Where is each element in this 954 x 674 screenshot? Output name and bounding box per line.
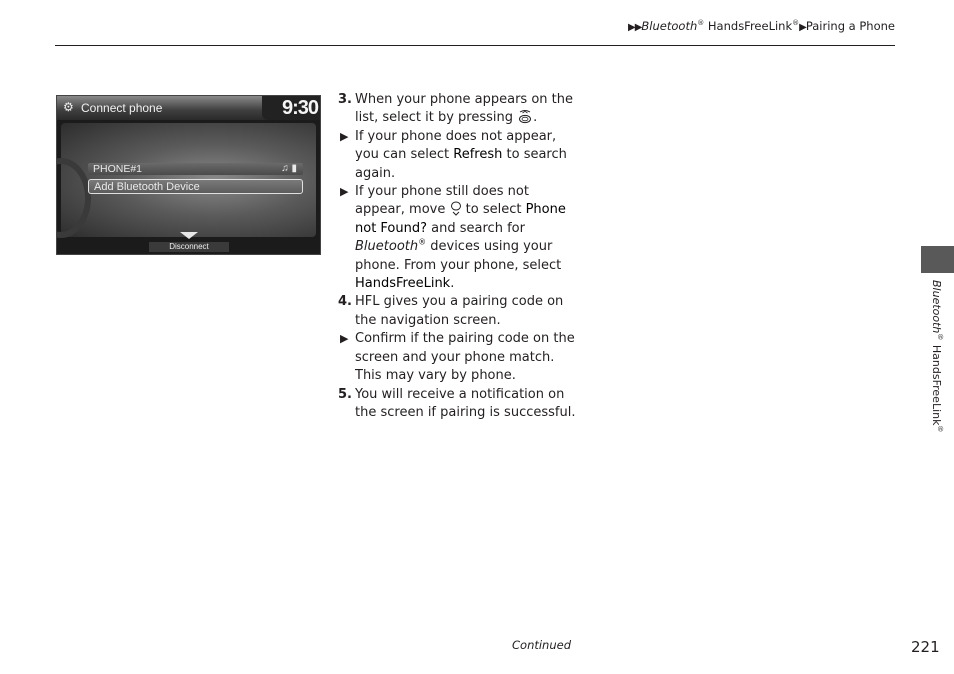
- connect-phone-screen: [56, 95, 321, 255]
- step-text: HFL gives you a pairing code on the navigation screen.: [355, 294, 564, 328]
- note-text: and search for: [431, 220, 525, 236]
- step-text: When your phone appears on the list, select it by pressing: [355, 92, 573, 126]
- handsfreelink-option-label: HandsFreeLink: [355, 276, 451, 292]
- breadcrumb-main: HandsFreeLink: [704, 19, 793, 33]
- note-text: .: [450, 276, 455, 292]
- move-down-icon: [450, 201, 462, 216]
- step-number: 4.: [338, 294, 352, 310]
- note-text: Confirm if the pairing code on the screen and your phone match. This may vary by phone.: [355, 331, 575, 384]
- breadcrumb: [628, 19, 895, 33]
- phone-battery-icon: ▮: [291, 163, 297, 174]
- screen-clock: 9:30: [281, 97, 318, 119]
- phone-not-found-option-label: Phone not Found?: [355, 202, 566, 236]
- continued-label: Continued: [512, 638, 572, 652]
- settings-gear-icon: ⚙: [63, 100, 74, 114]
- registered-mark: ®: [697, 19, 705, 28]
- registered-mark: ®: [792, 19, 800, 28]
- note-arrow-icon: ▶: [340, 185, 349, 199]
- dial-arc: [56, 158, 91, 238]
- screen-title: Connect phone: [81, 101, 163, 115]
- page-number: 221: [911, 638, 940, 656]
- side-main: HandsFreeLink: [930, 341, 943, 426]
- note-text: If your phone still does not appear, move: [355, 184, 529, 218]
- add-device-label: Add Bluetooth Device: [94, 181, 200, 193]
- refresh-option-label: Refresh: [453, 147, 503, 163]
- chevron-down-icon: [180, 232, 198, 239]
- side-brand: Bluetooth: [930, 280, 943, 334]
- bluetooth-brand: Bluetooth: [355, 239, 419, 255]
- note-arrow-icon: ▶: [340, 129, 349, 143]
- breadcrumb-brand: Bluetooth: [641, 19, 698, 33]
- side-section-label: [927, 280, 943, 445]
- registered-mark: ®: [936, 333, 945, 342]
- step-number: 5.: [338, 386, 352, 402]
- registered-mark: ®: [936, 425, 945, 434]
- phone-list-item[interactable]: [88, 163, 303, 175]
- arrow-icon: ▶: [799, 22, 806, 33]
- step-5: [338, 386, 578, 423]
- note-text: to select: [465, 202, 522, 218]
- step-3-note-2: [338, 183, 578, 293]
- step-3: [338, 91, 578, 128]
- step-4-note-1: [338, 330, 578, 385]
- step-text: You will receive a notification on the screen if pairing is successful.: [355, 386, 576, 420]
- header-rule: [55, 45, 895, 46]
- registered-mark: ®: [418, 237, 427, 247]
- step-4: [338, 293, 578, 330]
- add-bluetooth-device-item[interactable]: [88, 179, 303, 194]
- section-tab-marker: [921, 246, 954, 273]
- double-arrow-icon: ▶▶: [628, 22, 642, 33]
- music-note-icon: ♫: [281, 163, 289, 174]
- instruction-steps: [338, 91, 578, 422]
- disconnect-button[interactable]: Disconnect: [149, 242, 229, 252]
- breadcrumb-section: Pairing a Phone: [805, 19, 895, 33]
- note-text: to search again.: [355, 147, 567, 181]
- step-3-note-1: [338, 128, 578, 183]
- phone-list-item-label: PHONE#1: [93, 163, 143, 175]
- note-arrow-icon: ▶: [340, 332, 349, 346]
- press-knob-icon: [517, 109, 533, 124]
- step-number: 3.: [338, 92, 352, 107]
- step-text: .: [533, 110, 538, 126]
- note-text: If your phone does not appear, you can select: [355, 128, 557, 163]
- note-text: devices using your phone. From your phone, select: [355, 239, 562, 273]
